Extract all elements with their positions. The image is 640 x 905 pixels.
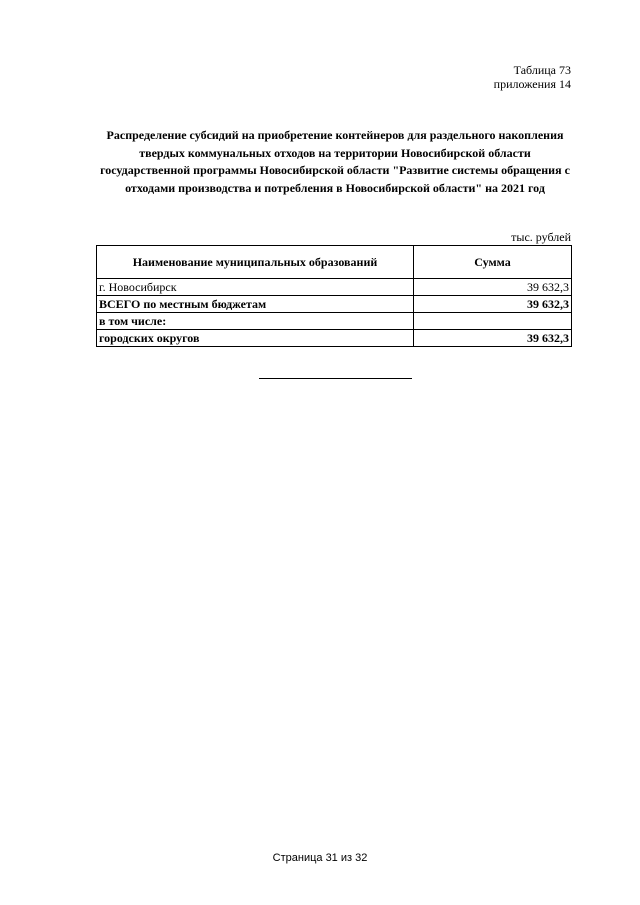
row-sum: 39 632,3: [414, 296, 572, 313]
table-number-note: [494, 63, 571, 91]
row-sum: 39 632,3: [414, 279, 572, 296]
table-row-city-districts: [97, 330, 572, 347]
end-separator-line: [259, 378, 412, 379]
row-name: городских округов: [97, 330, 414, 347]
row-name: г. Новосибирск: [97, 279, 414, 296]
table-header-row: [97, 246, 572, 279]
page-number: Страница 31 из 32: [272, 852, 368, 864]
table-row-including: [97, 313, 572, 330]
table-number: Таблица 73: [513, 63, 571, 77]
column-header-name: Наименование муниципальных образований: [97, 246, 414, 279]
row-sum: 39 632,3: [414, 330, 572, 347]
document-title: Распределение субсидий на приобретение контейнеров для раздельного накопления твердых коммунальных отходов на территории Новосибирской области государственной программы Новосибирской области "Развитие системы обращения с отходами производства и потребления в Новосибирской области" на 2021 год: [100, 128, 570, 195]
column-header-sum: Сумма: [414, 246, 572, 279]
units-label: тыс. рублей: [511, 230, 571, 244]
table-row-total: [97, 296, 572, 313]
appendix-number: приложения 14: [493, 77, 571, 91]
table-row-novosibirsk: [97, 279, 572, 296]
subsidy-table: [96, 245, 572, 347]
row-sum: [414, 313, 572, 330]
row-name: ВСЕГО по местным бюджетам: [97, 296, 414, 313]
row-name: в том числе:: [97, 313, 414, 330]
